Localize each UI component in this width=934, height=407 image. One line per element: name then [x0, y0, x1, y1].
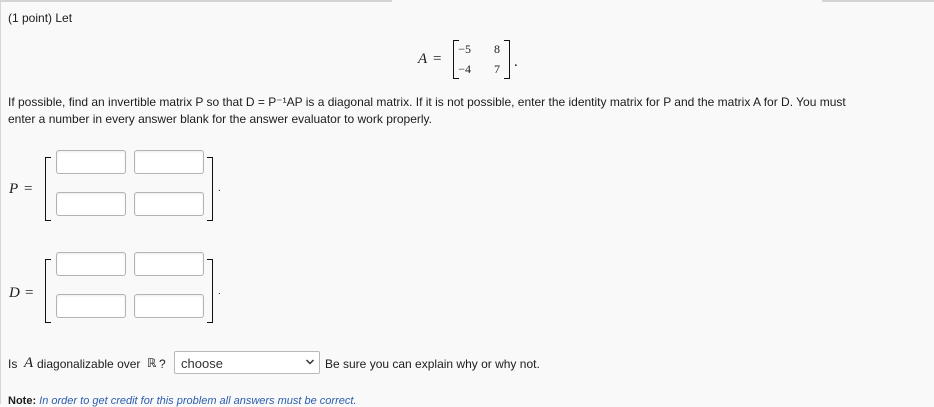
question-middle: diagonalizable over — [37, 357, 141, 371]
top-divider-right — [822, 0, 934, 2]
problem-header: (1 point) Let — [8, 11, 73, 25]
question-field: ℝ — [147, 356, 157, 370]
note-label: Note: — [8, 395, 37, 407]
matrix-a-cell-12: 8 — [494, 42, 500, 56]
matrix-p-equals: = — [24, 181, 33, 197]
matrix-a-cell-22: 7 — [494, 62, 500, 76]
matrix-d-input-11[interactable] — [56, 252, 126, 276]
note — [8, 395, 356, 407]
instruction-line-2: enter a number in every answer blank for the answer evaluator to work properly. — [8, 112, 432, 126]
top-divider-left — [0, 0, 392, 2]
matrix-d-input-22[interactable] — [134, 294, 204, 318]
question-prefix: Is — [8, 357, 18, 371]
question-mark: ? — [159, 357, 166, 371]
matrix-a-right-bracket — [504, 40, 510, 79]
matrix-a-equals: = — [433, 51, 442, 67]
matrix-d-input-12[interactable] — [134, 252, 204, 276]
note-text: In order to get credit for this problem all answers must be correct. — [39, 395, 357, 407]
question-suffix: Be sure you can explain why or why not. — [325, 357, 540, 371]
matrix-p-right-bracket — [207, 157, 213, 221]
matrix-p-left-bracket — [45, 157, 51, 221]
instruction-line-1: If possible, find an invertible matrix P so that D = P⁻¹AP is a diagonal matrix. If it is not possible, enter the identity matrix for P and the matrix A for D. You must — [8, 95, 846, 109]
diagonalizable-select-value: choose — [181, 356, 223, 371]
matrix-p-label: P — [9, 181, 19, 197]
matrix-p-input-22[interactable] — [134, 192, 204, 216]
matrix-p-period: . — [218, 183, 221, 194]
matrix-a-cell-11: −5 — [458, 42, 471, 56]
matrix-p-input-21[interactable] — [56, 192, 126, 216]
chevron-down-icon — [305, 356, 315, 371]
matrix-d-right-bracket — [207, 259, 213, 323]
matrix-d-input-21[interactable] — [56, 294, 126, 318]
matrix-a-period: . — [514, 54, 518, 70]
matrix-d-period: . — [218, 286, 221, 297]
matrix-d-label: D — [9, 285, 20, 301]
left-border — [0, 0, 1, 404]
matrix-d-left-bracket — [45, 259, 51, 323]
matrix-p-input-12[interactable] — [134, 150, 204, 174]
matrix-a-label: A — [418, 51, 428, 67]
matrix-d-equals: = — [25, 285, 34, 301]
question-var: A — [24, 355, 34, 371]
matrix-p-input-11[interactable] — [56, 150, 126, 174]
matrix-a-cell-21: −4 — [458, 62, 471, 76]
diagonalizable-select[interactable] — [174, 351, 320, 374]
